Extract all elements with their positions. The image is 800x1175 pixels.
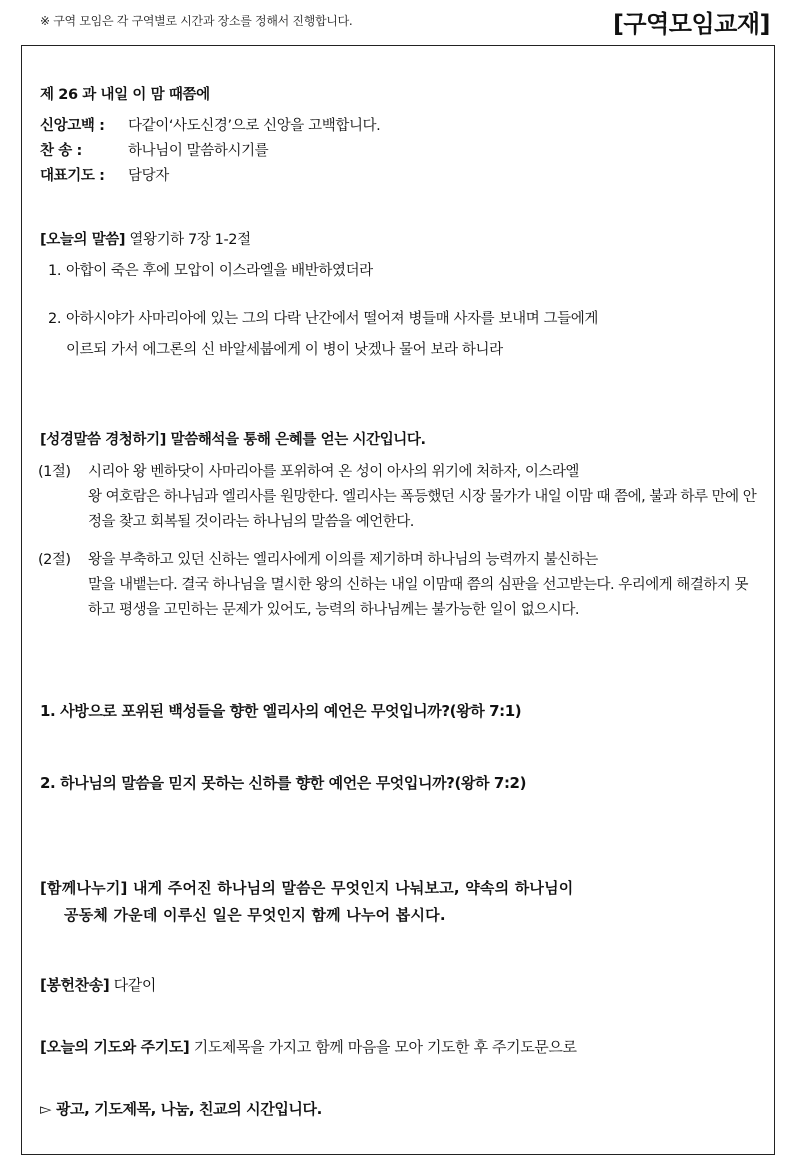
- hymn-text: 하나님이 말씀하시기를: [128, 143, 269, 159]
- creed-label: 신앙고백 :: [40, 118, 105, 134]
- verse-tag: (2절): [38, 552, 71, 568]
- commentary-first-line: 왕을 부축하고 있던 신하는 엘리사에게 이의를 제기하며 하나님의 능력까지 불신하는: [88, 552, 598, 568]
- verse-continuation: 이르되 가서 에그론의 신 바알세붑에게 이 병이 낫겠나 물어 보라 하니라: [66, 342, 503, 358]
- commentary-rest: 말을 내뱉는다. 결국 하나님을 멸시한 왕의 신하는 내일 이맘때 쯤의 심판을 선고받는다. 우리에게 해결하지 못하고 평생을 고민하는 문제가 있어도, 능력의 하나님께는 불가능한 일이 없으시다.: [88, 577, 749, 618]
- hymn-row: [40, 139, 268, 160]
- commentary-paragraph: [38, 460, 758, 535]
- prayer-label: [오늘의 기도와 주기도]: [40, 1038, 190, 1056]
- listen-heading: [성경말씀 경청하기] 말씀해석을 통해 은혜를 얻는 시간입니다.: [40, 432, 426, 448]
- verse-item: [48, 307, 598, 359]
- prayer-leader-label: 대표기도 :: [40, 168, 105, 184]
- prayer-leader-row: [40, 164, 169, 185]
- offering-hymn-row: [40, 974, 156, 995]
- header-note: ※ 구역 모임은 각 구역별로 시간과 장소를 정해서 진행합니다.: [40, 14, 353, 28]
- today-word-heading: [40, 228, 251, 249]
- verse-text: 아하시야가 사마리아에 있는 그의 다락 난간에서 떨어져 병들매 사자를 보내며 그들에게: [66, 311, 598, 327]
- closing-note: ▻ 광고, 기도제목, 나눔, 친교의 시간입니다.: [40, 1100, 322, 1118]
- commentary-paragraph: [38, 548, 758, 623]
- verse-text: 아합이 죽은 후에 모압이 이스라엘을 배반하였더라: [66, 263, 373, 279]
- verse-number: 1.: [48, 263, 62, 279]
- prayer-leader-text: 담당자: [128, 168, 169, 184]
- creed-text: 다같이‘사도신경’으로 신앙을 고백합니다.: [128, 118, 381, 134]
- commentary-first-line: 시리아 왕 벤하닷이 사마리아를 포위하여 온 성이 아사의 위기에 처하자, 이스라엘: [88, 464, 579, 480]
- prayer-text: 기도제목을 가지고 함께 마음을 모아 기도한 후 주기도문으로: [193, 1038, 577, 1056]
- question-1: 1. 사방으로 포위된 백성들을 향한 엘리사의 예언은 무엇입니까?(왕하 7:1): [40, 702, 522, 720]
- commentary-rest: 왕 여호람은 하나님과 엘리사를 원망한다. 엘리사는 폭등했던 시장 물가가 내일 이맘 때 쯤에, 불과 하루 만에 안정을 찾고 회복될 것이라는 하나님의 말씀을 예언한다.: [88, 489, 757, 530]
- share-second-line: 공동체 가운데 이루신 일은 무엇인지 함께 나누어 봅시다.: [64, 906, 446, 924]
- lesson-title: 제 26 과 내일 이 맘 때쯤에: [40, 87, 210, 103]
- verse-item: [48, 259, 373, 280]
- prayer-row: [40, 1036, 577, 1057]
- today-word-ref: 열왕기하 7장 1-2절: [129, 232, 251, 248]
- creed-row: [40, 114, 380, 135]
- question-2: 2. 하나님의 말씀을 믿지 못하는 신하를 향한 예언은 무엇입니까?(왕하 7:2): [40, 774, 527, 792]
- today-word-label: [오늘의 말씀]: [40, 232, 126, 248]
- verse-tag: (1절): [38, 464, 71, 480]
- header-title: [구역모임교재]: [612, 10, 770, 38]
- verse-number: 2.: [48, 311, 62, 327]
- hymn-label: 찬 송 :: [40, 143, 82, 159]
- offering-text: 다같이: [113, 976, 156, 994]
- offering-label: [봉헌찬송]: [40, 976, 110, 994]
- share-section: [40, 877, 760, 925]
- share-first-line: [함께나누기] 내게 주어진 하나님의 말씀은 무엇인지 나눠보고, 약속의 하나님이: [40, 879, 574, 897]
